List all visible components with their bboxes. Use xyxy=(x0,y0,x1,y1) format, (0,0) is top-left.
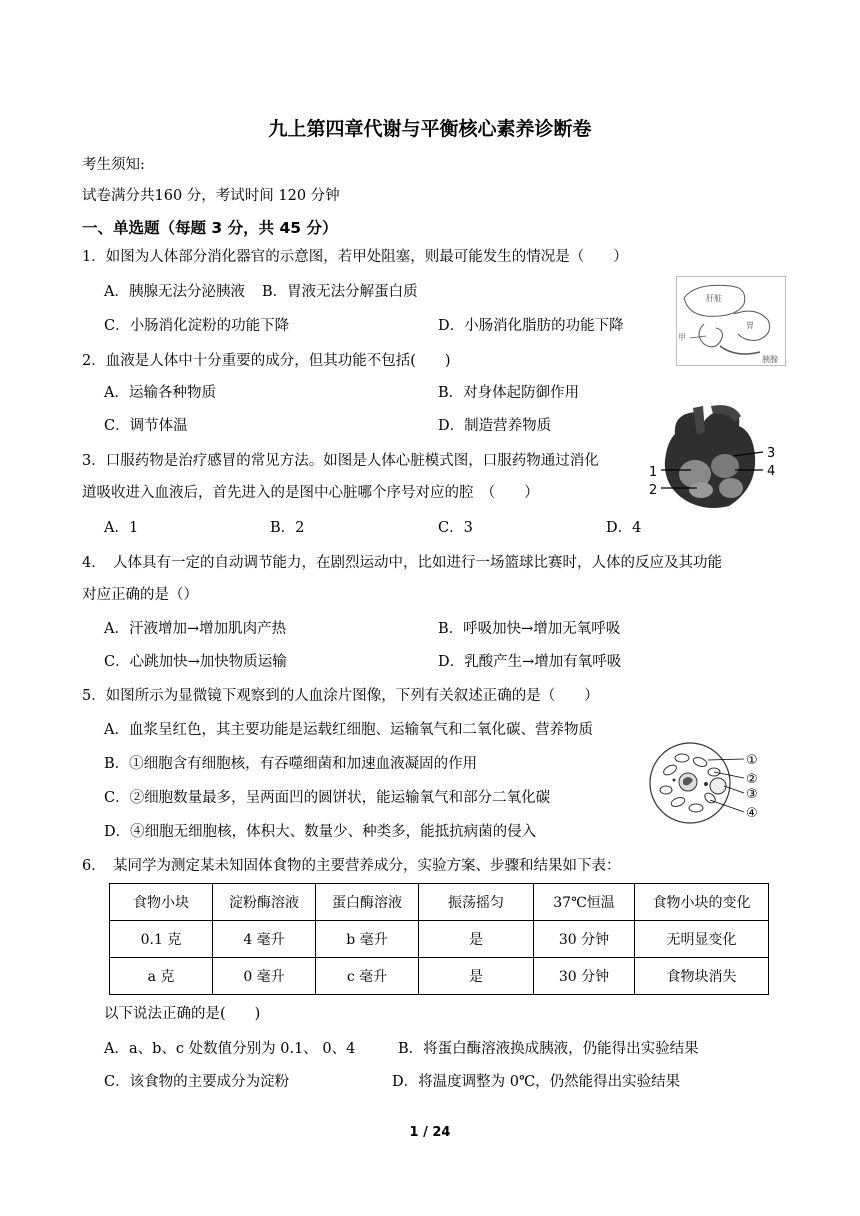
notice-label: 考生须知: xyxy=(82,157,145,173)
q2-option-d[interactable]: D．制造营养物质 xyxy=(438,418,552,434)
q5-option-c[interactable]: C．②细胞数量最多，呈两面凹的圆饼状，能运输氧气和部分二氧化碳 xyxy=(104,790,551,806)
question-4-stem-line2: 对应正确的是（） xyxy=(82,587,198,603)
q5-option-b[interactable]: B．①细胞含有细胞核，有吞噬细菌和加速血液凝固的作用 xyxy=(104,756,478,772)
question-3-stem-line1: 3．口服药物是治疗感冒的常见方法。如图是人体心脏模式图，口服药物通过消化 xyxy=(82,453,599,469)
stomach-label: 胃 xyxy=(746,321,754,330)
page-number: 1 / 24 xyxy=(409,1125,451,1140)
question-6-prompt: 以下说法正确的是( ) xyxy=(104,1006,261,1022)
table-cell: a 克 xyxy=(110,958,213,995)
table-row xyxy=(110,958,769,995)
table-cell: 是 xyxy=(419,958,534,995)
q6-option-a[interactable]: A．a、b、c 处数值分别为 0.1、 0、4 xyxy=(104,1041,356,1057)
q1-option-b[interactable]: B．胃液无法分解蛋白质 xyxy=(262,284,418,300)
table-cell: 是 xyxy=(419,921,534,958)
cell-label-4: ④ xyxy=(746,806,758,821)
table-cell: 30 分钟 xyxy=(534,958,635,995)
q1-option-a[interactable]: A．胰腺无法分泌胰液 xyxy=(104,284,245,300)
q2-option-a[interactable]: A．运输各种物质 xyxy=(104,385,216,401)
question-3-stem-line2: 道吸收进入血液后，首先进入的是图中心脏哪个序号对应的腔 （ ） xyxy=(82,485,539,501)
q4-option-c[interactable]: C．心跳加快→加快物质运输 xyxy=(104,654,287,670)
q3-option-b[interactable]: B．2 xyxy=(270,520,305,536)
table-cell: 0 毫升 xyxy=(213,958,316,995)
q6-option-c[interactable]: C．该食物的主要成分为淀粉 xyxy=(104,1074,290,1090)
heart-figure xyxy=(645,404,781,512)
notice-text: 试卷满分共160 分，考试时间 120 分钟 xyxy=(82,188,340,204)
experiment-table xyxy=(109,883,769,995)
question-4-stem-line1: 4． 人体具有一定的自动调节能力，在剧烈运动中，比如进行一场篮球比赛时，人体的反应及其功能 xyxy=(82,555,722,571)
table-cell: 食物块消失 xyxy=(635,958,769,995)
table-cell: 30 分钟 xyxy=(534,921,635,958)
cell-label-2: ② xyxy=(746,772,758,787)
table-cell: 无明显变化 xyxy=(635,921,769,958)
table-cell: 0.1 克 xyxy=(110,921,213,958)
heart-label-3: 3 xyxy=(767,446,776,461)
table-cell: c 毫升 xyxy=(316,958,419,995)
q1-option-c[interactable]: C．小肠消化淀粉的功能下降 xyxy=(104,318,290,334)
q1-option-d[interactable]: D．小肠消化脂肪的功能下降 xyxy=(438,318,624,334)
question-1-stem: 1．如图为人体部分消化器官的示意图，若甲处阻塞，则最可能发生的情况是（ ） xyxy=(82,249,628,265)
q2-option-b[interactable]: B．对身体起防御作用 xyxy=(438,385,580,401)
liver-label: 肝脏 xyxy=(706,294,722,303)
q3-option-d[interactable]: D．4 xyxy=(606,520,642,536)
page-title: 九上第四章代谢与平衡核心素养诊断卷 xyxy=(268,118,592,140)
blood-smear-figure xyxy=(648,740,772,826)
table-header-cell: 食物小块的变化 xyxy=(635,884,769,921)
jia-label: 甲 xyxy=(678,333,686,342)
q3-option-a[interactable]: A．1 xyxy=(104,520,139,536)
cell-label-1: ① xyxy=(746,753,758,768)
table-header-row xyxy=(110,884,769,921)
table-header-cell: 淀粉酶溶液 xyxy=(213,884,316,921)
table-header-cell: 37℃恒温 xyxy=(534,884,635,921)
table-row xyxy=(110,921,769,958)
section-heading: 一、单选题（每题 3 分，共 45 分） xyxy=(82,219,338,237)
digestive-organs-figure xyxy=(676,276,786,366)
q6-option-b[interactable]: B．将蛋白酶溶液换成胰液，仍能得出实验结果 xyxy=(398,1041,699,1057)
q4-option-d[interactable]: D．乳酸产生→增加有氧呼吸 xyxy=(438,654,622,670)
heart-label-2: 2 xyxy=(649,483,658,498)
q4-option-a[interactable]: A．汗液增加→增加肌肉产热 xyxy=(104,621,287,637)
q4-option-b[interactable]: B．呼吸加快→增加无氧呼吸 xyxy=(438,621,621,637)
pancreas-label: 胰腺 xyxy=(762,355,778,364)
question-2-stem: 2．血液是人体中十分重要的成分，但其功能不包括( ) xyxy=(82,353,451,369)
question-5-stem: 5．如图所示为显微镜下观察到的人血涂片图像，下列有关叙述正确的是（ ） xyxy=(82,688,599,704)
table-cell: b 毫升 xyxy=(316,921,419,958)
table-header-cell: 振荡摇匀 xyxy=(419,884,534,921)
heart-label-1: 1 xyxy=(649,465,658,480)
heart-label-4: 4 xyxy=(767,464,776,479)
table-cell: 4 毫升 xyxy=(213,921,316,958)
table-header-cell: 食物小块 xyxy=(110,884,213,921)
cell-label-3: ③ xyxy=(746,787,758,802)
q6-option-d[interactable]: D．将温度调整为 0℃，仍然能得出实验结果 xyxy=(392,1074,681,1090)
q5-option-a[interactable]: A．血浆呈红色，其主要功能是运载红细胞、运输氧气和二氧化碳、营养物质 xyxy=(104,722,593,738)
question-6-stem: 6． 某同学为测定某未知固体食物的主要营养成分，实验方案、步骤和结果如下表： xyxy=(82,858,621,874)
q3-option-c[interactable]: C．3 xyxy=(438,520,473,536)
table-header-cell: 蛋白酶溶液 xyxy=(316,884,419,921)
q2-option-c[interactable]: C．调节体温 xyxy=(104,418,188,434)
q5-option-d[interactable]: D．④细胞无细胞核，体积大、数量少、种类多，能抵抗病菌的侵入 xyxy=(104,824,537,840)
